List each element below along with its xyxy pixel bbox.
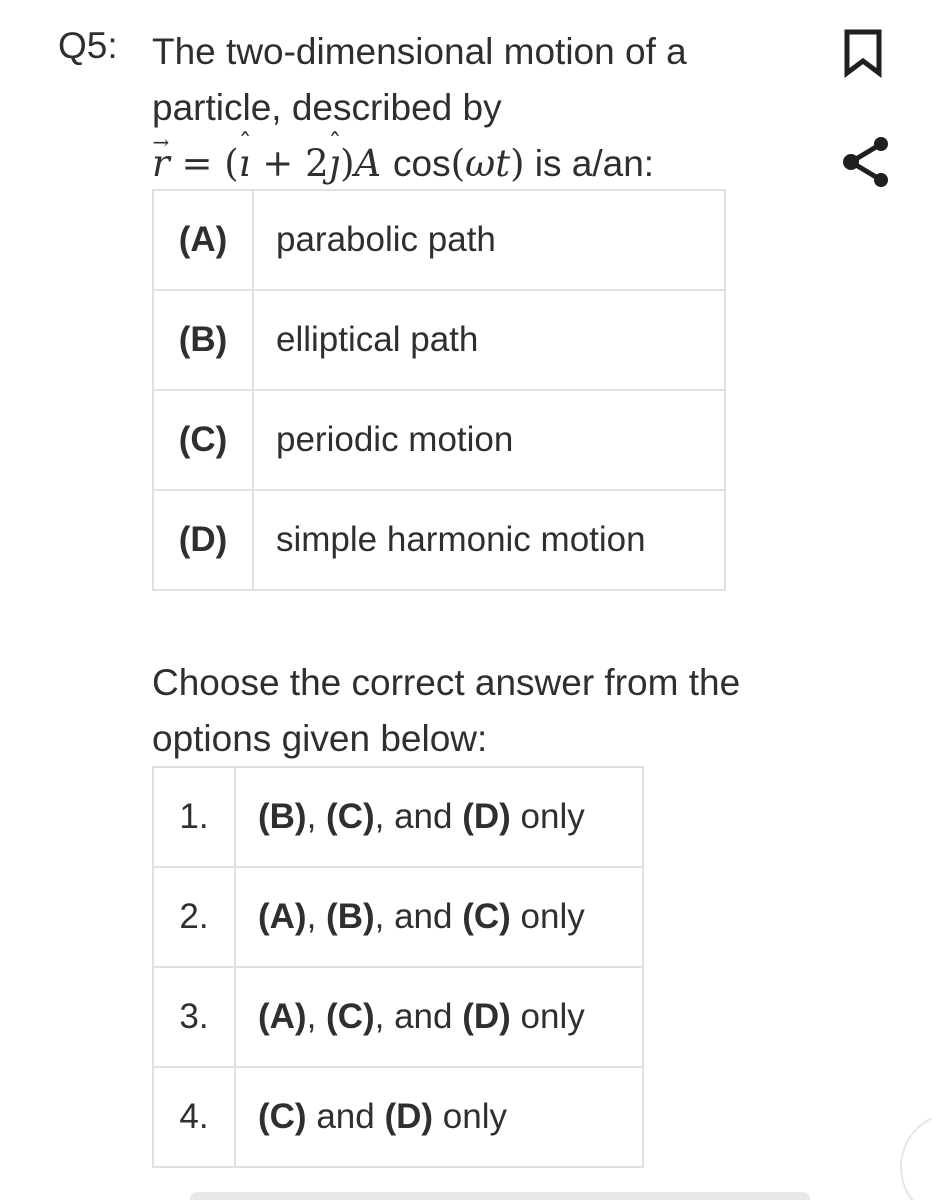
answer-number: 4. — [153, 1067, 235, 1167]
answer-connector: only — [510, 797, 585, 836]
answer-row[interactable] — [153, 767, 643, 867]
answer-row[interactable] — [153, 867, 643, 967]
answer-connector: , — [306, 897, 327, 936]
option-row — [153, 390, 725, 490]
question-line-3 — [152, 136, 792, 192]
answer-row[interactable] — [153, 967, 643, 1067]
position-vector-formula: r → = (ı ˆ + 2ȷ ˆ)A cos(ωt) — [152, 142, 525, 185]
answer-option-ref: (D) — [462, 797, 511, 836]
option-text: simple harmonic motion — [253, 490, 725, 590]
option-text: elliptical path — [253, 290, 725, 390]
option-row — [153, 190, 725, 290]
answer-text — [235, 867, 643, 967]
option-key: (D) — [153, 490, 253, 590]
answer-option-ref: (A) — [258, 897, 307, 936]
answer-connector: and — [306, 1097, 385, 1136]
answer-option-ref: (B) — [326, 897, 375, 936]
question-suffix: is a/an: — [534, 143, 655, 184]
bottom-bar — [190, 1192, 810, 1200]
options-table — [152, 189, 726, 591]
option-text: parabolic path — [253, 190, 725, 290]
option-key: (C) — [153, 390, 253, 490]
option-row — [153, 290, 725, 390]
answer-number: 1. — [153, 767, 235, 867]
answer-text — [235, 767, 643, 867]
answer-connector: , and — [374, 897, 463, 936]
option-row — [153, 490, 725, 590]
answer-option-ref: (C) — [326, 997, 375, 1036]
answers-table — [152, 766, 644, 1168]
answer-connector: , — [306, 797, 327, 836]
answer-option-ref: (B) — [258, 797, 307, 836]
answer-option-ref: (D) — [384, 1097, 434, 1136]
answer-option-ref: (D) — [462, 997, 511, 1036]
answer-option-ref: (C) — [326, 797, 375, 836]
answer-connector: only — [510, 897, 585, 936]
answer-text — [235, 967, 643, 1067]
answer-option-ref: (C) — [462, 897, 511, 936]
question-number: Q5: — [58, 25, 118, 66]
answer-connector: only — [510, 997, 585, 1036]
answer-connector: , — [306, 997, 327, 1036]
option-key: (B) — [153, 290, 253, 390]
share-icon[interactable] — [838, 134, 894, 190]
answer-option-ref: (A) — [258, 997, 307, 1036]
question-line-2: particle, described by — [152, 87, 502, 128]
answer-number: 2. — [153, 867, 235, 967]
answer-prompt — [152, 655, 812, 767]
answer-option-ref: (C) — [258, 1097, 307, 1136]
option-text: periodic motion — [253, 390, 725, 490]
option-key: (A) — [153, 190, 253, 290]
question-text — [152, 24, 792, 192]
answer-prompt-line-2: options given below: — [152, 718, 488, 759]
answer-prompt-line-1: Choose the correct answer from the — [152, 662, 741, 703]
answer-text — [235, 1067, 643, 1167]
answer-connector: only — [433, 1097, 507, 1136]
question-line-1: The two-dimensional motion of a — [152, 31, 687, 72]
answer-row[interactable] — [153, 1067, 643, 1167]
bookmark-icon[interactable] — [840, 28, 886, 78]
floating-button-edge[interactable] — [900, 1112, 932, 1200]
answer-connector: , and — [374, 997, 463, 1036]
answer-connector: , and — [374, 797, 463, 836]
answer-number: 3. — [153, 967, 235, 1067]
